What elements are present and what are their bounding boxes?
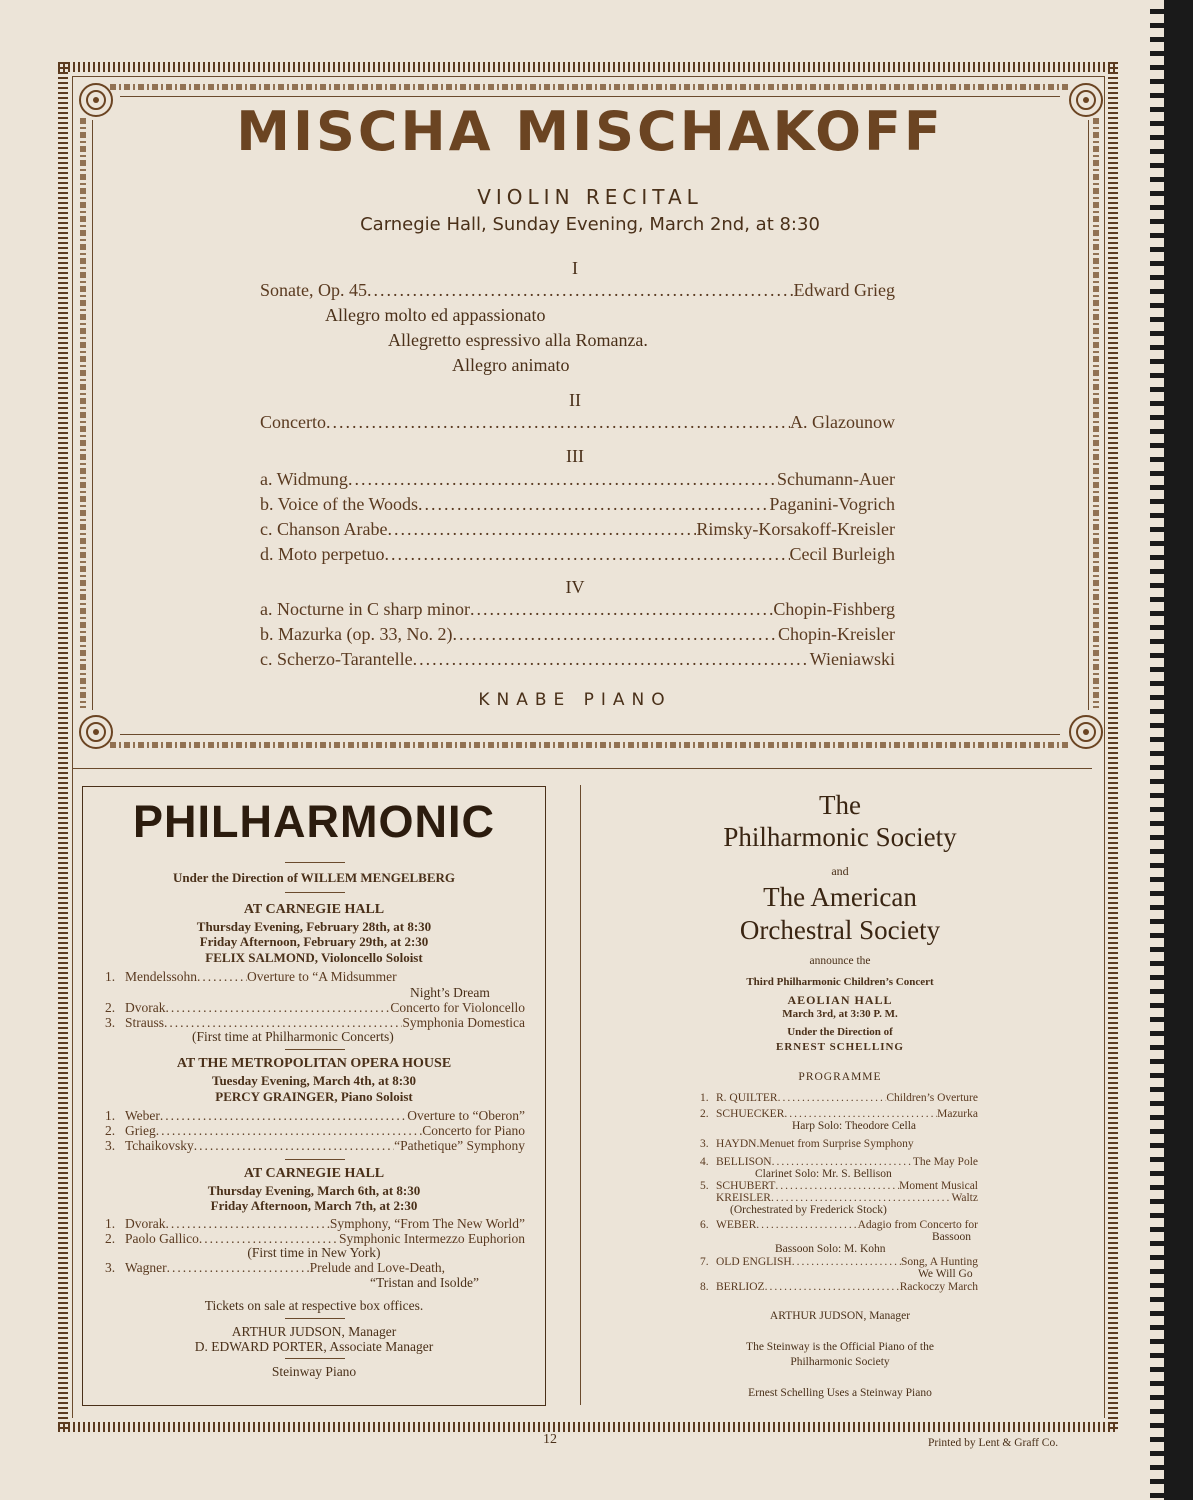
work-title: b. Mazurka (op. 33, No. 2) [260,624,453,644]
block-note: (First time in New York) [247,1245,381,1260]
item-number: 3. [105,1260,116,1275]
work: Song, A Hunting [900,1256,978,1268]
work: Moment Musical [899,1180,978,1192]
society-item: 3. HAYDN . Menuet from Surprise Symphony [700,1138,914,1150]
society-item [716,1192,978,1204]
work-title: a. Widmung [260,469,348,489]
composer: Mendelssohn [125,969,197,984]
recital-venue: Carnegie Hall, Sunday Evening, March 2nd, at 8:30 [360,214,820,235]
phil-item [105,969,520,985]
block-date: Tuesday Evening, March 4th, at 8:30 [211,1073,417,1088]
program-item [260,519,895,540]
phil-item [105,1260,445,1276]
composer: SCHUECKER [716,1108,785,1120]
item-number: 2. [105,1123,116,1138]
item-number: 2. [700,1108,709,1120]
programme-heading: PROGRAMME [798,1071,882,1083]
item-number: 1. [700,1092,709,1104]
vine-bottom [110,742,1070,748]
item-note: Bassoon Solo: M. Kohn [775,1243,886,1255]
movement: Allegro animato [452,355,570,375]
work: Children’s Overture [886,1092,978,1104]
composer: Tchaikovsky [125,1138,194,1153]
vine-right [1093,118,1099,708]
item-number: 1. [105,1108,116,1123]
frame-rule-top [120,96,1060,97]
block-venue: AT CARNEGIE HALL [243,902,385,917]
society-line: The [819,790,861,820]
border-top [58,62,1118,72]
rosette-icon [1066,712,1106,752]
work-title: d. Moto perpetuo [260,544,385,564]
composer: SCHUBERT [716,1180,776,1192]
society-line: The American [763,882,917,912]
philharmonic-title: PHILHARMONIC [133,796,495,847]
society-item [700,1219,978,1231]
program-item [260,469,895,490]
work-title: Sonate, Op. 45 [260,280,367,300]
page-number: 12 [543,1432,557,1447]
society-and: and [831,864,849,878]
composer: BERLIOZ [716,1281,765,1293]
recital-title: MISCHA MISCHAKOFF [236,100,944,163]
work-title: c. Chanson Arabe [260,519,388,539]
work: Mazurka [937,1108,978,1120]
item-number: 6. [700,1219,709,1231]
composer: Paolo Gallico [125,1231,199,1246]
society-item [700,1180,978,1192]
work-title: a. Nocturne in C sharp minor [260,599,470,619]
composer: BELLISON [716,1156,772,1168]
short-rule [285,1159,345,1160]
frame-rule-right [1088,120,1089,710]
work-continued: Bassoon [932,1231,971,1243]
block-date: Friday Afternoon, February 29th, at 2:30 [199,934,429,949]
concert-date: March 3rd, at 3:30 P. M. [782,1008,898,1020]
border-left [58,62,68,1432]
society-item [700,1156,978,1168]
schelling-note: Ernest Schelling Uses a Steinway Piano [748,1387,932,1399]
block-venue: AT THE METROPOLITAN OPERA HOUSE [176,1056,452,1071]
composer: Chopin-Fishberg [773,599,895,619]
manager: ARTHUR JUDSON, Manager [231,1324,397,1339]
work-title: b. Voice of the Woods [260,494,419,514]
item-number: 4. [700,1156,709,1168]
composer: Schumann-Auer [777,469,895,489]
section-numeral: IV [565,577,585,597]
block-venue: AT CARNEGIE HALL [243,1166,385,1181]
society-line: Orchestral Society [739,915,941,945]
society-manager: ARTHUR JUDSON, Manager [769,1310,911,1322]
program-item [260,624,895,645]
block-date: Friday Afternoon, March 7th, at 2:30 [210,1198,418,1213]
philharmonic-piano: Steinway Piano [271,1364,357,1379]
work-title: c. Scherzo-Tarantelle [260,649,413,669]
direction-label: Under the Direction of [787,1026,893,1038]
composer: Strauss [125,1015,165,1030]
society-item [700,1256,978,1268]
work: Concerto for Violoncello [390,1000,525,1015]
item-number: 2. [105,1000,116,1015]
phil-item [105,1138,525,1154]
short-rule [285,862,345,863]
composer: Dvorak [125,1216,166,1231]
work: The May Pole [912,1156,978,1168]
announce: announce the [809,955,871,967]
section-numeral: III [566,446,584,466]
society-line: Philharmonic Society [723,822,957,852]
column-divider [580,785,581,1405]
movement: Allegro molto ed appassionato [325,305,546,325]
item-number: 2. [105,1231,116,1246]
vine-left [80,118,86,708]
item-number: 5. [700,1180,709,1192]
item-note: Clarinet Solo: Mr. S. Bellison [755,1168,892,1180]
work-continued: Night’s Dream [410,985,490,1000]
steinway-note: Philharmonic Society [790,1356,890,1368]
society-item [700,1281,978,1293]
program-item [260,412,895,433]
work: Waltz [951,1192,978,1204]
recital-piano: KNABE PIANO [478,690,672,710]
composer: Weber [125,1108,160,1123]
composer: Cecil Burleigh [789,544,895,564]
composer: A. Glazounow [790,412,895,432]
composer: Dvorak [125,1000,166,1015]
composer: Chopin-Kreisler [778,624,895,644]
work: “Pathetique” Symphony [394,1138,525,1153]
composer: HAYDN [716,1138,757,1150]
block-note: (First time at Philharmonic Concerts) [192,1029,394,1044]
work: Overture to “Oberon” [407,1108,525,1123]
frame-rule-bottom [120,734,1060,735]
work: Prelude and Love-Death, [309,1260,445,1275]
item-number: 1. [105,969,116,984]
phil-item [105,1108,525,1124]
item-number: 3. [105,1015,116,1030]
composer: Rimsky-Korsakoff-Kreisler [696,519,895,539]
item-number: 8. [700,1281,709,1293]
item-note: Harp Solo: Theodore Cella [792,1120,917,1132]
steinway-note: The Steinway is the Official Piano of the [746,1341,934,1353]
short-rule [285,1318,345,1319]
program-item [260,280,895,301]
work-title: Concerto [260,412,326,432]
work-continued: We Will Go [918,1268,973,1280]
work: Symphony, “From The New World” [329,1216,525,1231]
short-rule [285,1358,345,1359]
philharmonic-direction: Under the Direction of WILLEM MENGELBERG [172,870,456,885]
composer: KREISLER [716,1192,771,1204]
border-right [1108,62,1118,1432]
work-continued: “Tristan and Isolde” [370,1275,479,1290]
section-divider [72,768,1092,769]
section-numeral: I [572,258,578,278]
conductor: ERNEST SCHELLING [776,1041,904,1053]
section-numeral: II [569,390,581,410]
program-item [260,649,895,670]
work: Rackoczy March [899,1281,978,1293]
work: Overture to “A Midsummer [247,969,397,984]
program-item [260,599,895,620]
block-soloist: FELIX SALMOND, Violoncello Soloist [205,950,423,965]
block-soloist: PERCY GRAINGER, Piano Soloist [215,1089,413,1104]
composer: Grieg [125,1123,156,1138]
item-number: 1. [105,1216,116,1231]
work: Symphonia Domestica [402,1015,525,1030]
work: Menuet from Surprise Symphony [759,1138,914,1150]
rosette-icon [76,712,116,752]
composer: WEBER [716,1219,757,1231]
vine-top [110,84,1070,90]
concert-name: Third Philharmonic Children’s Concert [746,976,934,988]
tickets-note: Tickets on sale at respective box offices. [204,1298,424,1313]
printer-credit: Printed by Lent & Graff Co. [928,1437,1059,1449]
border-bottom [58,1422,1118,1432]
movement: Allegretto espressivo alla Romanza. [388,330,648,350]
item-note: (Orchestrated by Frederick Stock) [730,1204,887,1216]
composer: OLD ENGLISH [716,1256,792,1268]
associate-manager: D. EDWARD PORTER, Associate Manager [194,1339,434,1354]
phil-item [105,1216,525,1232]
composer: Paganini-Vogrich [769,494,895,514]
hall: AEOLIAN HALL [787,993,893,1007]
recital-subtitle: VIOLIN RECITAL [477,185,703,209]
item-number: 3. [700,1138,709,1150]
item-number: 7. [700,1256,709,1268]
work: Adagio from Concerto for [857,1219,978,1231]
phil-item [105,1000,525,1016]
item-number: 3. [105,1138,116,1153]
composer: Wieniawski [809,649,895,669]
program-item [260,494,895,515]
short-rule [285,1049,345,1050]
frame-rule-left [92,120,93,710]
work: Concerto for Piano [422,1123,525,1138]
phil-item [105,1123,525,1139]
short-rule [285,892,345,893]
composer: R. QUILTER [716,1092,778,1104]
program-item [260,544,895,565]
society-item [700,1108,978,1120]
society-item [700,1092,978,1104]
block-date: Thursday Evening, February 28th, at 8:30 [196,919,432,934]
inner-rule-left [72,76,73,1418]
composer: Wagner [125,1260,167,1275]
work: Symphonic Intermezzo Euphorion [339,1231,525,1246]
inner-rule-top [72,76,1104,77]
block-date: Thursday Evening, March 6th, at 8:30 [207,1183,421,1198]
composer: Edward Grieg [793,280,895,300]
